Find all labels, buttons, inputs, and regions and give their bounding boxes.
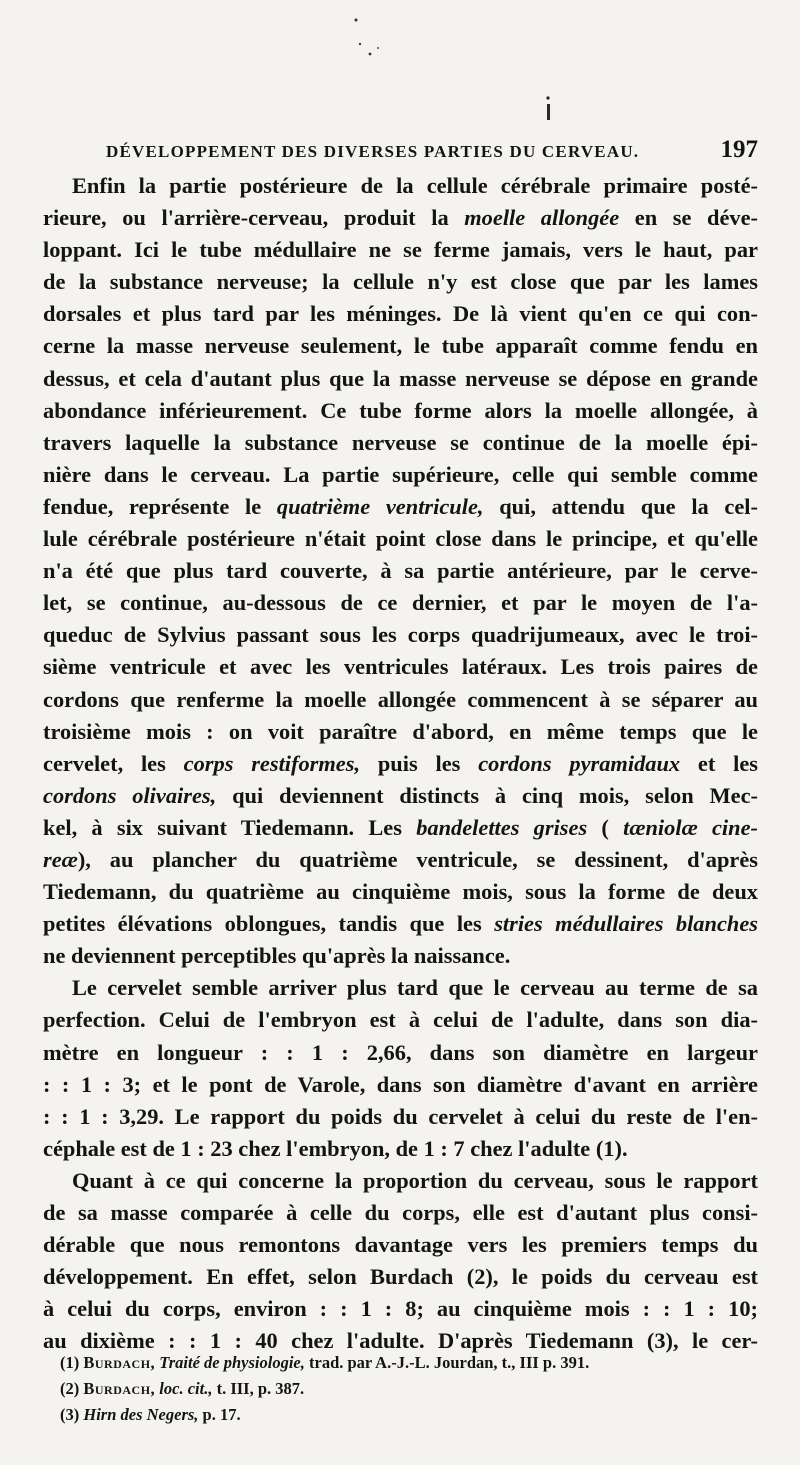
text-line: loppant. Ici le tube médullaire ne se ferme jamais, vers le haut, par xyxy=(43,237,758,263)
text-span: et les xyxy=(697,750,758,776)
text-line: Enfin la partie postérieure de la cellule cérébrale primaire posté- xyxy=(72,173,758,198)
text-line: au dixième : : 1 : 40 chez l'adulte. D'après Tiedemann (3), le cer- xyxy=(43,1328,758,1354)
text-line: de la substance nerveuse; la cellule n'y est close que par les lames xyxy=(43,269,758,295)
text-span: kel, à six suivant Tiedemann. Les xyxy=(43,814,402,840)
text-line: let, se continue, au-dessous de ce dernier, et par le moyen de l'a- xyxy=(43,590,758,616)
text-span: qui deviennent distincts à cinq mois, selon Mec- xyxy=(232,782,758,808)
text-line: à celui du corps, environ : : 1 : 8; au cinquième mois : : 1 : 10; xyxy=(43,1296,758,1322)
footnote-title: Hirn des Negers, xyxy=(83,1405,199,1424)
text-line xyxy=(43,908,758,940)
text-span: ), au plancher du quatrième ventricule, se dessinent, d'après xyxy=(77,846,758,872)
text-line: développement. En effet, selon Burdach (2), le poids du cerveau est xyxy=(43,1264,758,1290)
body-text xyxy=(43,170,758,1357)
italic-term: stries médullaires blanches xyxy=(494,911,758,937)
text-line: lule cérébrale postérieure n'était point close dans le principe, et qu'elle xyxy=(43,526,758,552)
text-line: dorsales et plus tard par les méninges. De là vient qu'en ce qui con- xyxy=(43,301,758,327)
text-line: de sa masse comparée à celle du corps, elle est d'autant plus consi- xyxy=(43,1200,758,1225)
text-line xyxy=(43,748,758,780)
page-number: 197 xyxy=(720,136,758,163)
text-line: Le cervelet semble arriver plus tard que le cerveau au terme de sa xyxy=(72,975,758,1001)
text-line: troisième mois : on voit paraître d'abord, en même temps que le xyxy=(43,718,758,744)
text-span: cervelet, les xyxy=(43,750,166,776)
footnote-title: Traité de physiologie, xyxy=(159,1353,305,1372)
text-span: qui, attendu que la cel- xyxy=(499,493,758,519)
text-line: dessus, et cela d'autant plus que la masse nerveuse se dépose en grande xyxy=(43,365,758,391)
text-line: perfection. Celui de l'embryon est à celui de l'adulte, dans son dia- xyxy=(43,1007,758,1033)
italic-term: bandelettes grises xyxy=(416,814,588,840)
footnote-number: (2) xyxy=(60,1379,80,1398)
italic-term: reæ xyxy=(43,846,78,872)
footnote-number: (3) xyxy=(60,1405,80,1424)
footnote-title: loc. cit., xyxy=(159,1379,213,1398)
text-line: abondance inférieurement. Ce tube forme alors la moelle allongée, à xyxy=(43,397,758,423)
text-line-last: ne deviennent perceptibles qu'après la naissance. xyxy=(43,943,511,969)
footnote-ref: trad. par A.-J.-L. Jourdan, t., III p. 391. xyxy=(309,1353,590,1372)
running-title: DÉVELOPPEMENT DES DIVERSES PARTIES DU CERVEAU. xyxy=(106,142,640,161)
text-line: Quant à ce qui concerne la proportion du cerveau, sous le rapport xyxy=(72,1167,758,1193)
text-line: mètre en longueur : : 1 : 2,66, dans son diamètre en largeur xyxy=(43,1039,758,1065)
footnotes xyxy=(60,1350,760,1428)
text-span: petites élévations oblongues, tandis que les xyxy=(43,911,482,937)
text-span: puis les xyxy=(377,750,461,776)
text-span: rieure, ou l'arrière-cerveau, produit la xyxy=(43,205,449,231)
paragraph-2 xyxy=(43,972,758,1165)
text-span: ( xyxy=(601,814,609,840)
italic-term: quatrième ventricule, xyxy=(276,493,484,519)
footnote-author: Burdach, xyxy=(83,1379,156,1398)
text-line xyxy=(43,812,758,844)
text-line xyxy=(43,202,758,234)
running-head xyxy=(100,138,758,168)
italic-term: tæniolæ cine- xyxy=(623,814,758,840)
footnote-ref: p. 17. xyxy=(202,1405,241,1424)
text-line: sième ventricule et avec les ventricules latéraux. Les trois paires de xyxy=(43,654,758,680)
text-line: n'a été que plus tard couverte, à sa partie antérieure, par le cerve- xyxy=(43,558,758,584)
text-line: : : 1 : 3,29. Le rapport du poids du cervelet à celui du reste de l'en- xyxy=(43,1103,758,1129)
footnote-ref: t. III, p. 387. xyxy=(216,1379,305,1398)
paragraph-1 xyxy=(43,170,758,972)
text-line: nière dans le cerveau. La partie supérieure, celle qui semble comme xyxy=(43,461,758,487)
text-line xyxy=(43,491,758,523)
footnote-number: (1) xyxy=(60,1353,80,1372)
paper-specks xyxy=(0,0,800,140)
footnote xyxy=(60,1402,760,1428)
footnote xyxy=(60,1350,760,1376)
paragraph-3 xyxy=(43,1165,758,1358)
italic-term: moelle allongée xyxy=(464,205,620,231)
text-line xyxy=(43,780,758,812)
text-line: Tiedemann, du quatrième au cinquième mois, sous la forme de deux xyxy=(43,879,758,905)
text-line: : : 1 : 3; et le pont de Varole, dans son diamètre d'avant en arrière xyxy=(43,1071,758,1097)
italic-term: cordons olivaires, xyxy=(43,782,217,808)
text-line-last: céphale est de 1 : 23 chez l'embryon, de 1 : 7 chez l'adulte (1). xyxy=(43,1135,628,1161)
text-span: en se déve- xyxy=(634,205,758,231)
text-line: queduc de Sylvius passant sous les corps quadrijumeaux, avec le troi- xyxy=(43,622,758,648)
footnote xyxy=(60,1376,760,1402)
text-line: cordons que renferme la moelle allongée commencent à se séparer au xyxy=(43,686,758,712)
text-line: travers laquelle la substance nerveuse se continue de la moelle épi- xyxy=(43,429,758,455)
footnote-author: Burdach, xyxy=(83,1353,156,1372)
text-line xyxy=(43,844,758,876)
italic-term: corps restiformes, xyxy=(183,750,361,776)
text-span: fendue, représente le xyxy=(43,493,262,519)
italic-term: cordons pyramidaux xyxy=(478,750,681,776)
text-line: cerne la masse nerveuse seulement, le tube apparaît comme fendu en xyxy=(43,333,758,359)
text-line: dérable que nous remontons davantage vers les premiers temps du xyxy=(43,1232,758,1258)
